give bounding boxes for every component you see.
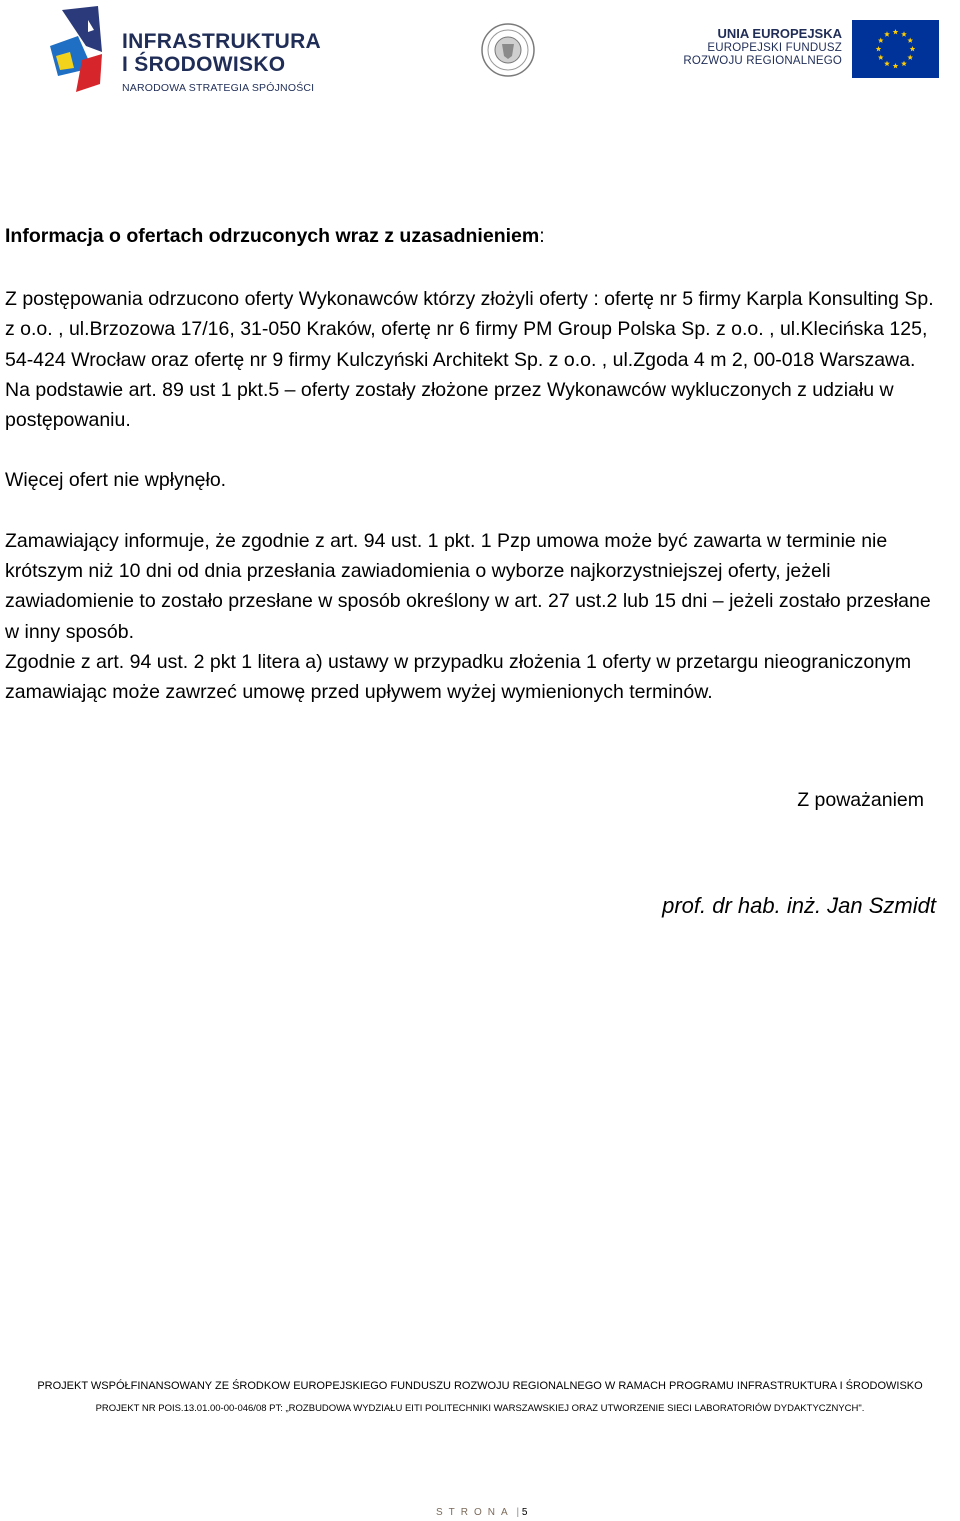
eu-logo-text xyxy=(683,26,842,68)
logo-line-1: INFRASTRUKTURA xyxy=(122,30,322,53)
heading-text: Informacja o ofertach odrzuconych wraz z uzasadnieniem xyxy=(5,225,540,247)
logo-line-3: NARODOWA STRATEGIA SPÓJNOŚCI xyxy=(122,82,315,94)
document-heading xyxy=(5,221,940,251)
eu-line-2: EUROPEJSKI FUNDUSZ xyxy=(707,42,842,54)
eu-line-1: UNIA EUROPEJSKA xyxy=(717,26,842,41)
signoff: Z poważaniem xyxy=(797,789,924,811)
paragraph-no-more-offers: Więcej ofert nie wpłynęło. xyxy=(5,469,227,492)
page-label: STRONA xyxy=(436,1507,514,1518)
paragraph-rejected-offers: Z postępowania odrzucono oferty Wykonawców którzy złożyli oferty : ofertę nr 5 firmy Karpla Konsulting Sp. z o.o. , ul.Brzozowa 17/16, 31-050 Kraków, ofertę nr 6 firmy PM Group Polska Sp. z o.o. , ul.Klecińska 125, 54-424 Wrocław oraz ofertę nr 9 firmy Kulczyński Architekt Sp. z o.o. , ul.Zgoda 4 m 2, 00-018 Warszawa. Na podstawie art. 89 ust 1 pkt.5 – oferty zostały złożone przez Wykonawców wykluczonych z udziału w postępowaniu. xyxy=(5,288,934,432)
signature: prof. dr hab. inż. Jan Szmidt xyxy=(662,893,936,918)
logo-line-2: I ŚRODOWISKO xyxy=(122,53,286,76)
page-number-value: 5 xyxy=(521,1507,528,1518)
infrastruktura-mark-icon xyxy=(48,6,108,94)
eu-flag-icon xyxy=(852,20,939,78)
eu-line-3: ROZWOJU REGIONALNEGO xyxy=(683,55,842,67)
paragraph-contract-terms: Zamawiający informuje, że zgodnie z art. 94 ust. 1 pkt. 1 Pzp umowa może być zawarta w terminie nie krótszym niż 10 dni od dnia przesłania zawiadomienia o wyborze najkorzystniejszej oferty, jeżeli zawiadomienie to zostało przesłane w sposób określony w art. 27 ust.2 lub 15 dni – jeżeli zostało przesłane w inny sposób. xyxy=(5,529,931,643)
page-number xyxy=(436,1507,527,1518)
heading-colon: : xyxy=(539,225,545,247)
page-separator: | xyxy=(516,1507,520,1518)
university-seal-icon xyxy=(480,22,536,78)
document-body xyxy=(5,221,940,708)
footer-project-line: PROJEKT NR POIS.13.01.00-00-046/08 PT: „ROZBUDOWA WYDZIAŁU EITI POLITECHNIKI WARSZAWSKIEJ ORAZ UTWORZENIE SIECI LABORATORIÓW DYDAKTYCZNYCH". xyxy=(95,1403,865,1414)
paragraph-single-offer: Zgodnie z art. 94 ust. 2 pkt 1 litera a) ustawy w przypadku złożenia 1 oferty w przetargu nieograniczonym zamawiając może zawrzeć umowę przed upływem wyżej wymienionych terminów. xyxy=(5,650,912,704)
footer-funding-line: PROJEKT WSPÓŁFINANSOWANY ZE ŚRODKOW EUROPEJSKIEGO FUNDUSZU ROZWOJU REGIONALNEGO W RAMACH PROGRAMU INFRASTRUKTURA I ŚRODOWISKO xyxy=(37,1380,923,1392)
infrastruktura-logo xyxy=(48,6,338,94)
